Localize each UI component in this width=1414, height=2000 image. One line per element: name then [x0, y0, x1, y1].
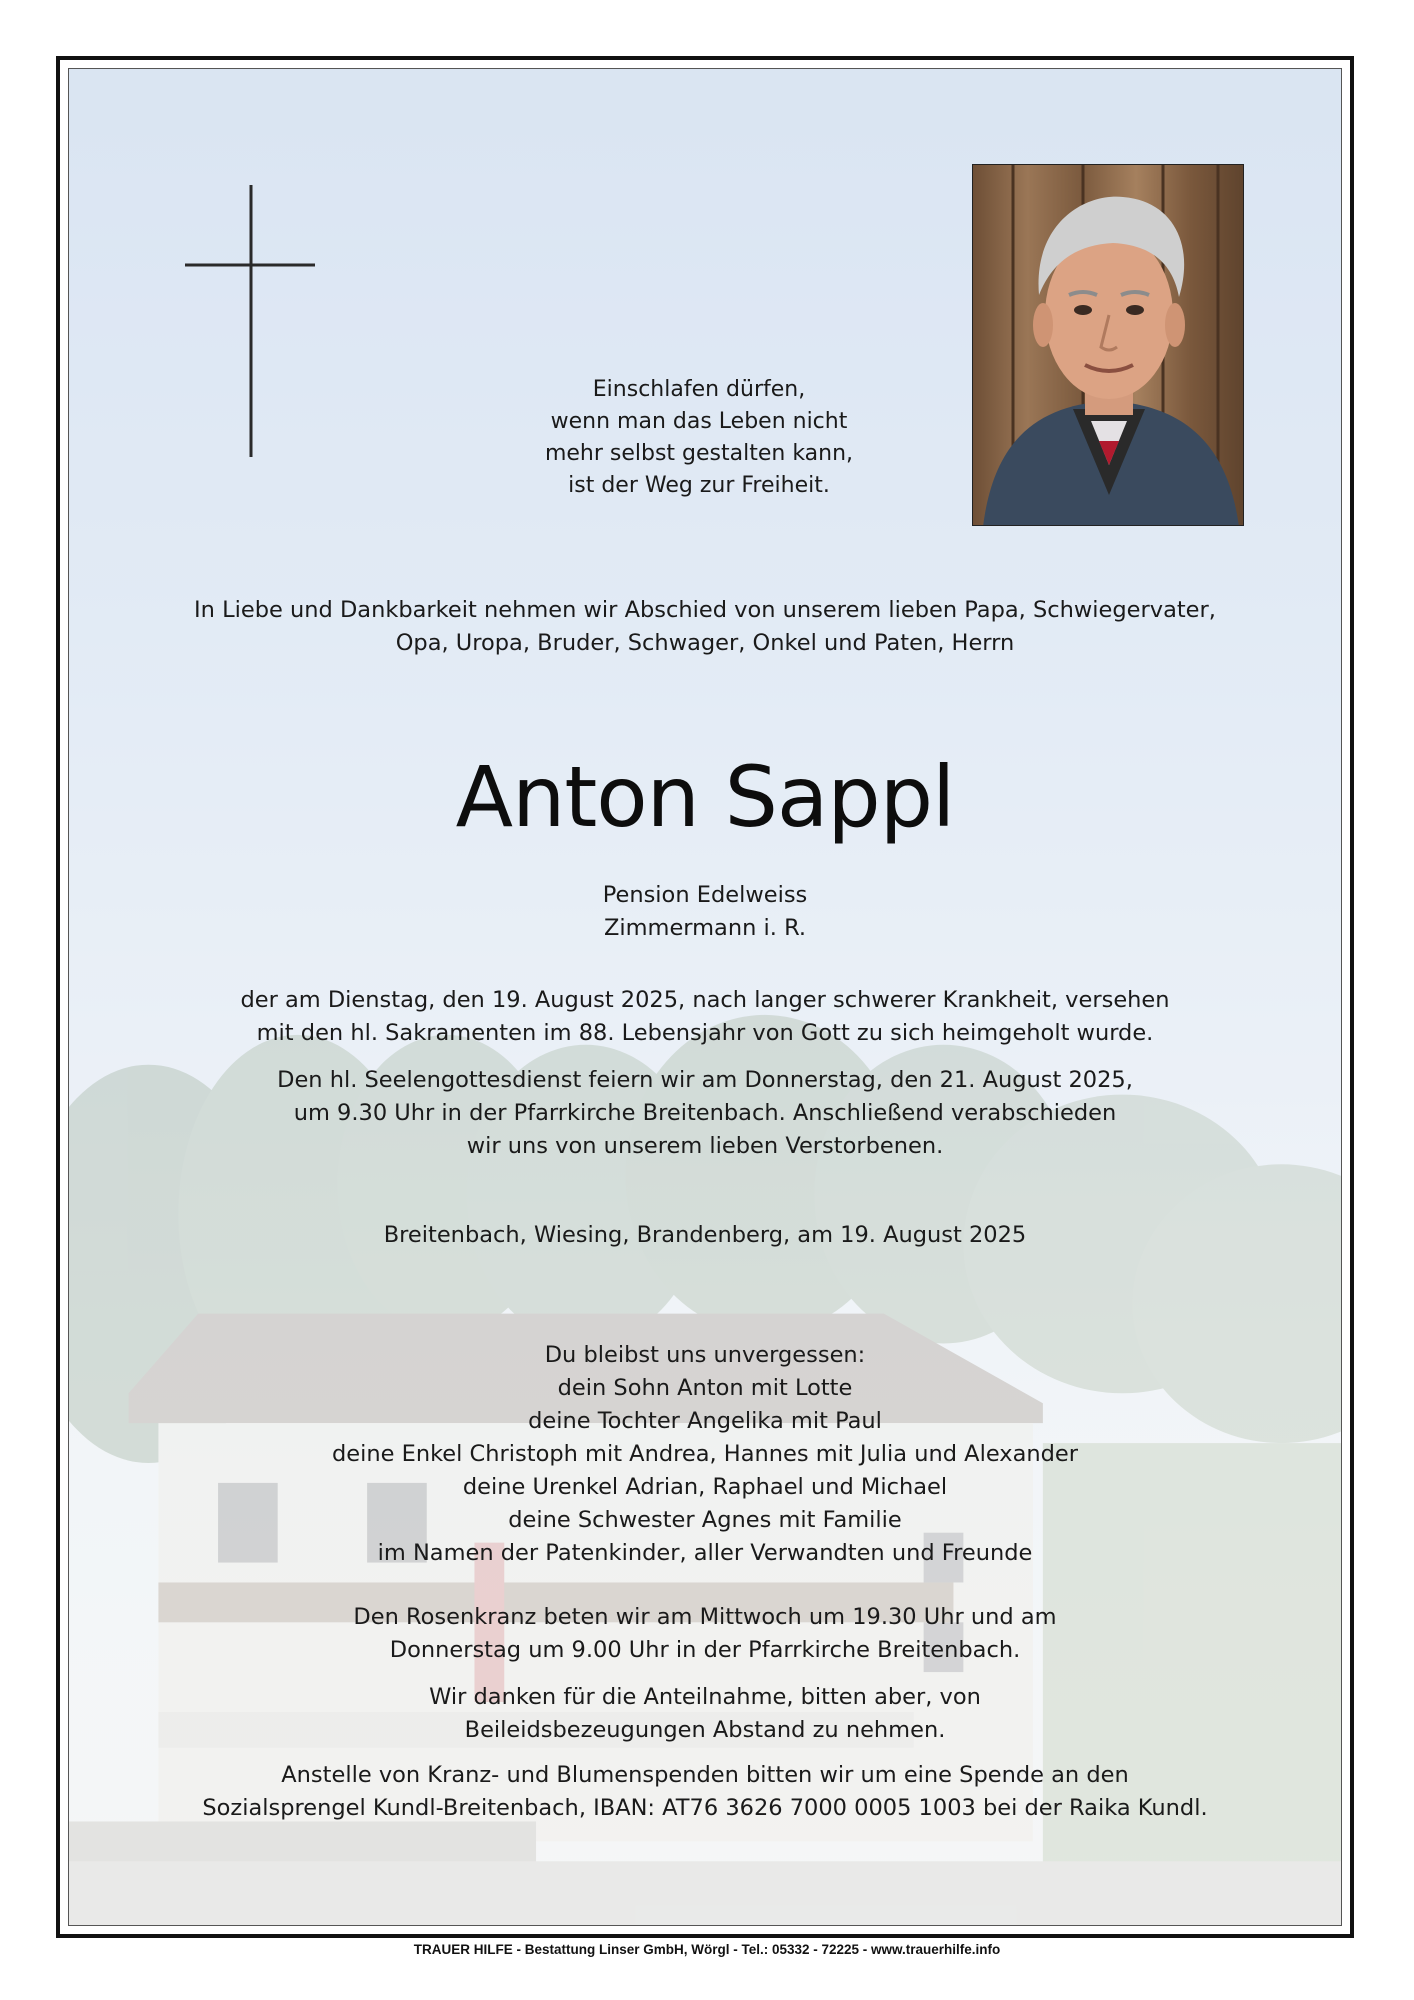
- service-line: Den hl. Seelengottesdienst feiern wir am Donnerstag, den 21. August 2025,: [277, 1067, 1133, 1093]
- deceased-subtitle: [69, 879, 1341, 945]
- death-notice-line: der am Dienstag, den 19. August 2025, nach langer schwerer Krankheit, versehen: [240, 987, 1170, 1013]
- notice-panel: [68, 68, 1342, 1926]
- rosary-text: [69, 1601, 1341, 1667]
- quote-line: Einschlafen dürfen,: [592, 377, 806, 402]
- mourners-line: Du bleibst uns unvergessen:: [544, 1342, 866, 1368]
- donation-line: Anstelle von Kranz- und Blumenspenden bitten wir um eine Spende an den: [281, 1762, 1129, 1788]
- quote-line: mehr selbst gestalten kann,: [544, 441, 854, 466]
- intro-line: Opa, Uropa, Bruder, Schwager, Onkel und Paten, Herrn: [395, 630, 1015, 656]
- donation-text: [69, 1759, 1341, 1825]
- quote-line: ist der Weg zur Freiheit.: [568, 473, 830, 498]
- subtitle-line: Zimmermann i. R.: [603, 915, 807, 941]
- funeral-service-text: [69, 1064, 1341, 1163]
- deceased-name: Anton Sappl: [455, 748, 955, 846]
- service-line: wir uns von unserem lieben Verstorbenen.: [466, 1133, 944, 1159]
- notice-frame: [56, 56, 1354, 1938]
- memorial-quote: [489, 374, 909, 502]
- death-notice-text: [69, 984, 1341, 1050]
- mourners-line: deine Tochter Angelika mit Paul: [528, 1408, 882, 1434]
- intro-text: [69, 594, 1341, 660]
- quote-line: wenn man das Leben nicht: [550, 409, 848, 434]
- thanks-line: Wir danken für die Anteilnahme, bitten aber, von: [429, 1684, 981, 1710]
- mourners-list: [69, 1339, 1341, 1570]
- mourners-line: deine Enkel Christoph mit Andrea, Hannes mit Julia und Alexander: [331, 1441, 1079, 1467]
- death-notice-line: mit den hl. Sakramenten im 88. Lebensjahr von Gott zu sich heimgeholt wurde.: [256, 1020, 1154, 1046]
- cross-icon: [185, 185, 315, 457]
- intro-line: In Liebe und Dankbarkeit nehmen wir Abschied von unserem lieben Papa, Schwiegervater,: [194, 597, 1216, 623]
- subtitle-line: Pension Edelweiss: [602, 882, 808, 908]
- mourners-line: deine Urenkel Adrian, Raphael und Michael: [462, 1474, 948, 1500]
- mourners-line: im Namen der Patenkinder, aller Verwandten und Freunde: [377, 1540, 1033, 1566]
- place-date: Breitenbach, Wiesing, Brandenberg, am 19. August 2025: [383, 1222, 1027, 1248]
- mourners-line: deine Schwester Agnes mit Familie: [508, 1507, 902, 1533]
- mourners-line: dein Sohn Anton mit Lotte: [557, 1375, 853, 1401]
- thanks-text: [69, 1681, 1341, 1747]
- donation-line: Sozialsprengel Kundl-Breitenbach, IBAN: AT76 3626 7000 0005 1003 bei der Raika Kundl.: [202, 1795, 1208, 1821]
- rosary-line: Donnerstag um 9.00 Uhr in der Pfarrkirche Breitenbach.: [389, 1637, 1021, 1663]
- portrait-photo: [972, 164, 1244, 526]
- service-line: um 9.30 Uhr in der Pfarrkirche Breitenbach. Anschließend verabschieden: [293, 1100, 1117, 1126]
- rosary-line: Den Rosenkranz beten wir am Mittwoch um 19.30 Uhr und am: [353, 1604, 1057, 1630]
- funeral-home-footer: TRAUER HILFE - Bestattung Linser GmbH, Wörgl - Tel.: 05332 - 72225 - www.trauerhilfe.info: [413, 1942, 1001, 1957]
- thanks-line: Beileidsbezeugungen Abstand zu nehmen.: [464, 1717, 946, 1743]
